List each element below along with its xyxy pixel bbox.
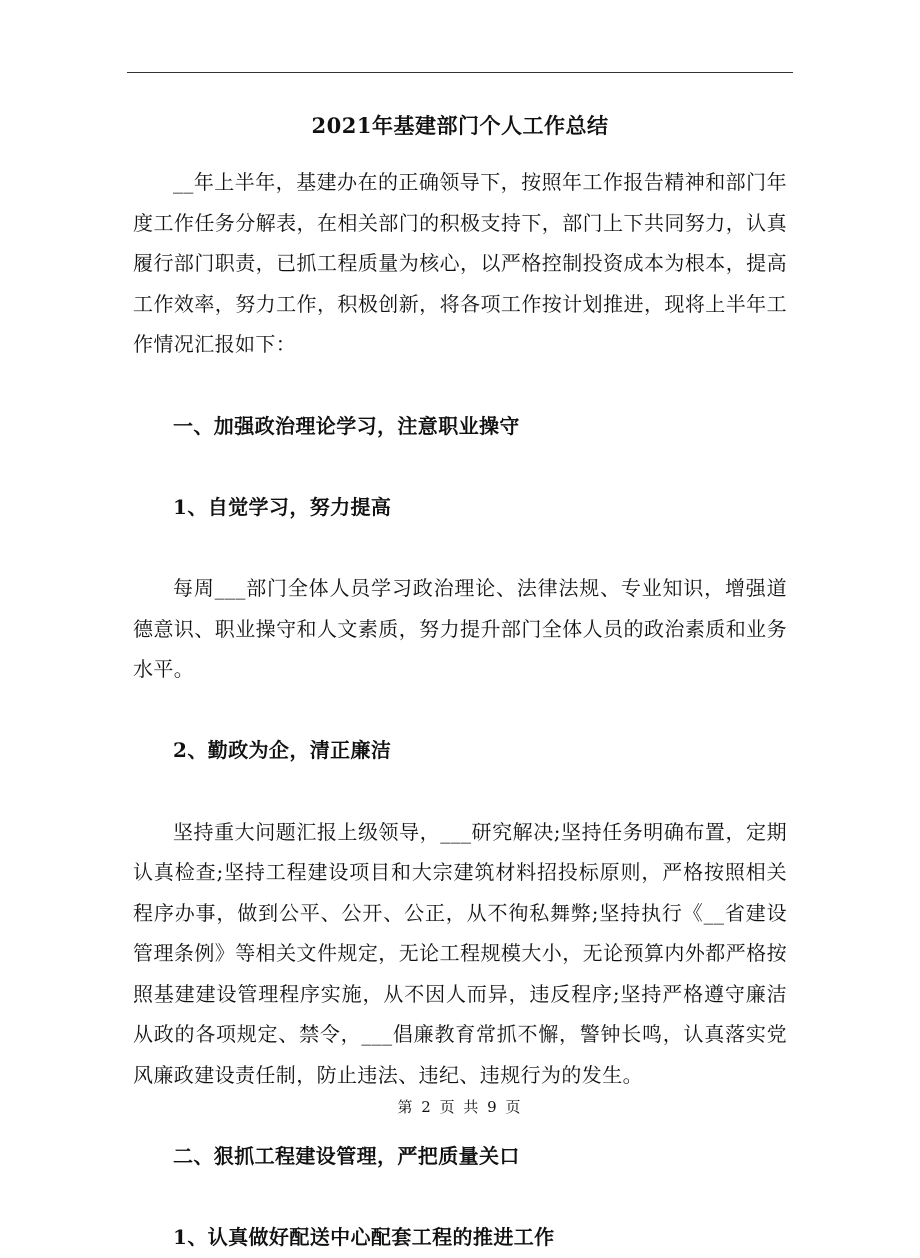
section-heading-2: 二、狠抓工程建设管理，严把质量关口 [173,1144,520,1169]
header-divider [127,72,793,73]
section-heading-1: 一、加强政治理论学习，注意职业操守 [173,413,520,438]
spacer [133,446,787,487]
subsection-heading-1-1: 1、自觉学习，努力提高 [173,494,392,519]
page-number: 第 2 页 共 9 页 [397,1098,523,1116]
document-body [133,162,787,1258]
subsection-heading-2-1: 1、认真做好配送中心配套工程的推进工作 [173,1225,555,1250]
subsection-heading-1-2: 2、勤政为企，清正廉洁 [173,738,392,763]
spacer [133,1177,787,1218]
document-title: 2021年基建部门个人工作总结 [311,113,609,138]
spacer [133,771,787,812]
paragraph-study: 每周___部门全体人员学习政治理论、法律法规、专业知识，增强道德意识、职业操守和人文素质，努力提升部门全体人员的政治素质和业务水平。 [133,575,787,682]
spacer [133,527,787,568]
spacer [133,365,787,406]
intro-paragraph: __年上半年，基建办在的正确领导下，按照年工作报告精神和部门年度工作任务分解表，在相关部门的积极支持下，部门上下共同努力，认真履行部门职责，已抓工程质量为核心，以严格控制投资成本为根本，提高工作效率，努力工作，积极创新，将各项工作按计划推进，现将上半年工作情况汇报如下： [133,170,787,357]
paragraph-integrity: 坚持重大问题汇报上级领导，___研究解决;坚持任务明确布置，定期认真检查;坚持工程建设项目和大宗建筑材料招投标原则，严格按照相关程序办事，做到公平、公开、公正，从不徇私舞弊;坚持执行《__省建设管理条例》等相关文件规定，无论工程规模大小，无论预算内外都严格按照基建建设管理程序实施，从不因人而异，违反程序;坚持严格遵守廉洁从政的各项规定、禁令，___倡廉教育常抓不懈，警钟长鸣，认真落实党风廉政建设责任制，防止违法、违纪、违规行为的发生。 [133,819,787,1088]
spacer [133,690,787,731]
